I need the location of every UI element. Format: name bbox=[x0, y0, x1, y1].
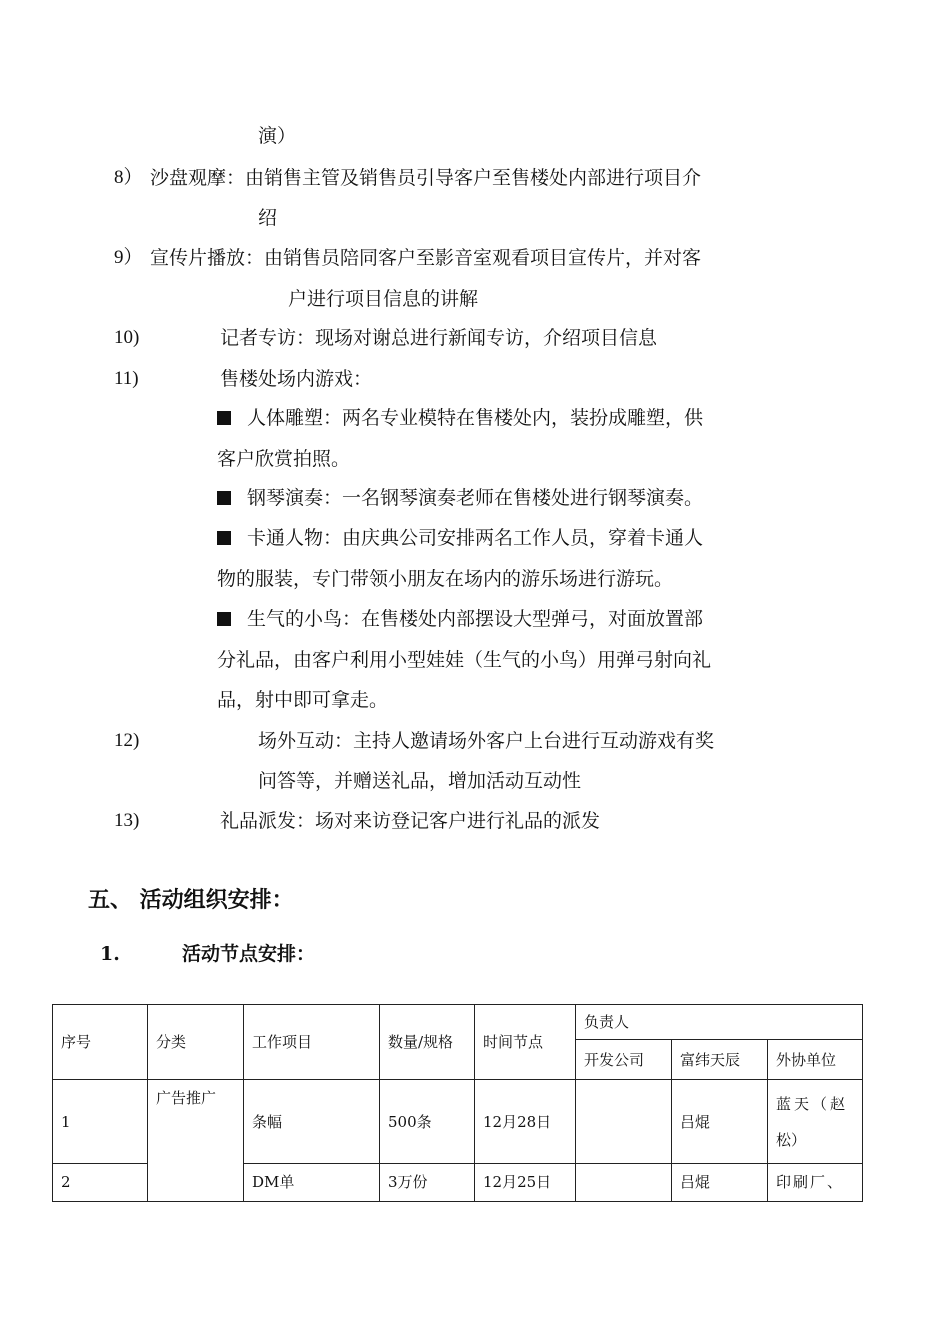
square-bullet-icon bbox=[217, 491, 231, 505]
cell-seq: 1 bbox=[53, 1080, 148, 1164]
item9-number: 9） bbox=[114, 247, 143, 268]
header-partner: 外协单位 bbox=[768, 1040, 863, 1080]
bullet-text: 卡通人物：由庆典公司安排两名工作人员，穿着卡通人 bbox=[247, 527, 704, 549]
header-time: 时间节点 bbox=[475, 1005, 576, 1080]
cell-work: 条幅 bbox=[244, 1080, 380, 1164]
header-owner: 负责人 bbox=[576, 1005, 863, 1040]
square-bullet-icon bbox=[217, 411, 231, 425]
cell-partner bbox=[768, 1080, 863, 1164]
cell-work: DM单 bbox=[244, 1164, 380, 1202]
bullet-item bbox=[217, 607, 703, 631]
cell-partner-line: 蓝天（赵 bbox=[776, 1094, 849, 1113]
item13-text: 礼品派发：场对来访登记客户进行礼品的派发 bbox=[220, 810, 601, 832]
item12-number: 12) bbox=[114, 730, 140, 751]
bullet-text-cont: 客户欣赏拍照。 bbox=[217, 448, 351, 470]
item8-text: 沙盘观摩：由销售主管及销售员引导客户至售楼处内部进行项目介 bbox=[150, 167, 702, 189]
cell-seq: 2 bbox=[53, 1164, 148, 1202]
item11-text: 售楼处场内游戏： bbox=[220, 368, 373, 390]
header-dev-company: 开发公司 bbox=[576, 1040, 672, 1080]
cell-time: 12月25日 bbox=[475, 1164, 576, 1202]
item8-number: 8） bbox=[114, 167, 143, 188]
bullet-text: 生气的小鸟：在售楼处内部摆设大型弹弓，对面放置部 bbox=[247, 608, 704, 630]
cell-category: 广告推广 bbox=[148, 1080, 244, 1202]
bullet-text-cont: 分礼品，由客户利用小型娃娃（生气的小鸟）用弹弓射向礼 bbox=[217, 649, 712, 671]
header-quantity: 数量/规格 bbox=[380, 1005, 475, 1080]
table-row bbox=[53, 1080, 863, 1164]
table-header-row bbox=[53, 1005, 863, 1040]
header-fuwei: 富纬天辰 bbox=[672, 1040, 768, 1080]
item13-number: 13) bbox=[114, 810, 140, 831]
item10-text: 记者专访：现场对谢总进行新闻专访，介绍项目信息 bbox=[220, 327, 658, 349]
item8-text-cont: 绍 bbox=[258, 207, 278, 229]
item7-continuation: 演） bbox=[258, 125, 297, 147]
section-heading: 五、 活动组织安排： bbox=[88, 887, 294, 913]
bullet-item bbox=[217, 406, 703, 430]
subsection-number: 1. bbox=[100, 943, 120, 965]
item9-text: 宣传片播放：由销售员陪同客户至影音室观看项目宣传片，并对客 bbox=[150, 247, 702, 269]
item12-text-cont: 问答等，并赠送礼品，增加活动互动性 bbox=[258, 770, 582, 792]
square-bullet-icon bbox=[217, 531, 231, 545]
bullet-text: 人体雕塑：两名专业模特在售楼处内，装扮成雕塑，供 bbox=[247, 407, 704, 429]
cell-qty: 3万份 bbox=[380, 1164, 475, 1202]
cell-qty: 500条 bbox=[380, 1080, 475, 1164]
cell-partner-line: 松） bbox=[776, 1130, 807, 1149]
cell-dev bbox=[576, 1164, 672, 1202]
item9-text-cont: 户进行项目信息的讲解 bbox=[288, 288, 479, 310]
item10-number: 10) bbox=[114, 327, 140, 348]
item12-text: 场外互动：主持人邀请场外客户上台进行互动游戏有奖 bbox=[258, 730, 715, 752]
schedule-table bbox=[52, 1004, 863, 1202]
header-work-item: 工作项目 bbox=[244, 1005, 380, 1080]
cell-fuwei: 吕焜 bbox=[672, 1164, 768, 1202]
cell-time: 12月28日 bbox=[475, 1080, 576, 1164]
header-seq: 序号 bbox=[53, 1005, 148, 1080]
cell-partner: 印刷厂、 bbox=[768, 1164, 863, 1202]
cell-fuwei: 吕焜 bbox=[672, 1080, 768, 1164]
cell-dev bbox=[576, 1080, 672, 1164]
bullet-text: 钢琴演奏：一名钢琴演奏老师在售楼处进行钢琴演奏。 bbox=[247, 487, 704, 509]
subsection-heading: 活动节点安排： bbox=[182, 943, 316, 965]
header-category: 分类 bbox=[148, 1005, 244, 1080]
bullet-text-cont: 物的服装，专门带领小朋友在场内的游乐场进行游玩。 bbox=[217, 568, 674, 590]
bullet-item bbox=[217, 486, 703, 510]
bullet-text-cont: 品，射中即可拿走。 bbox=[217, 689, 389, 711]
bullet-item bbox=[217, 526, 703, 550]
item11-number: 11) bbox=[114, 368, 139, 389]
square-bullet-icon bbox=[217, 612, 231, 626]
